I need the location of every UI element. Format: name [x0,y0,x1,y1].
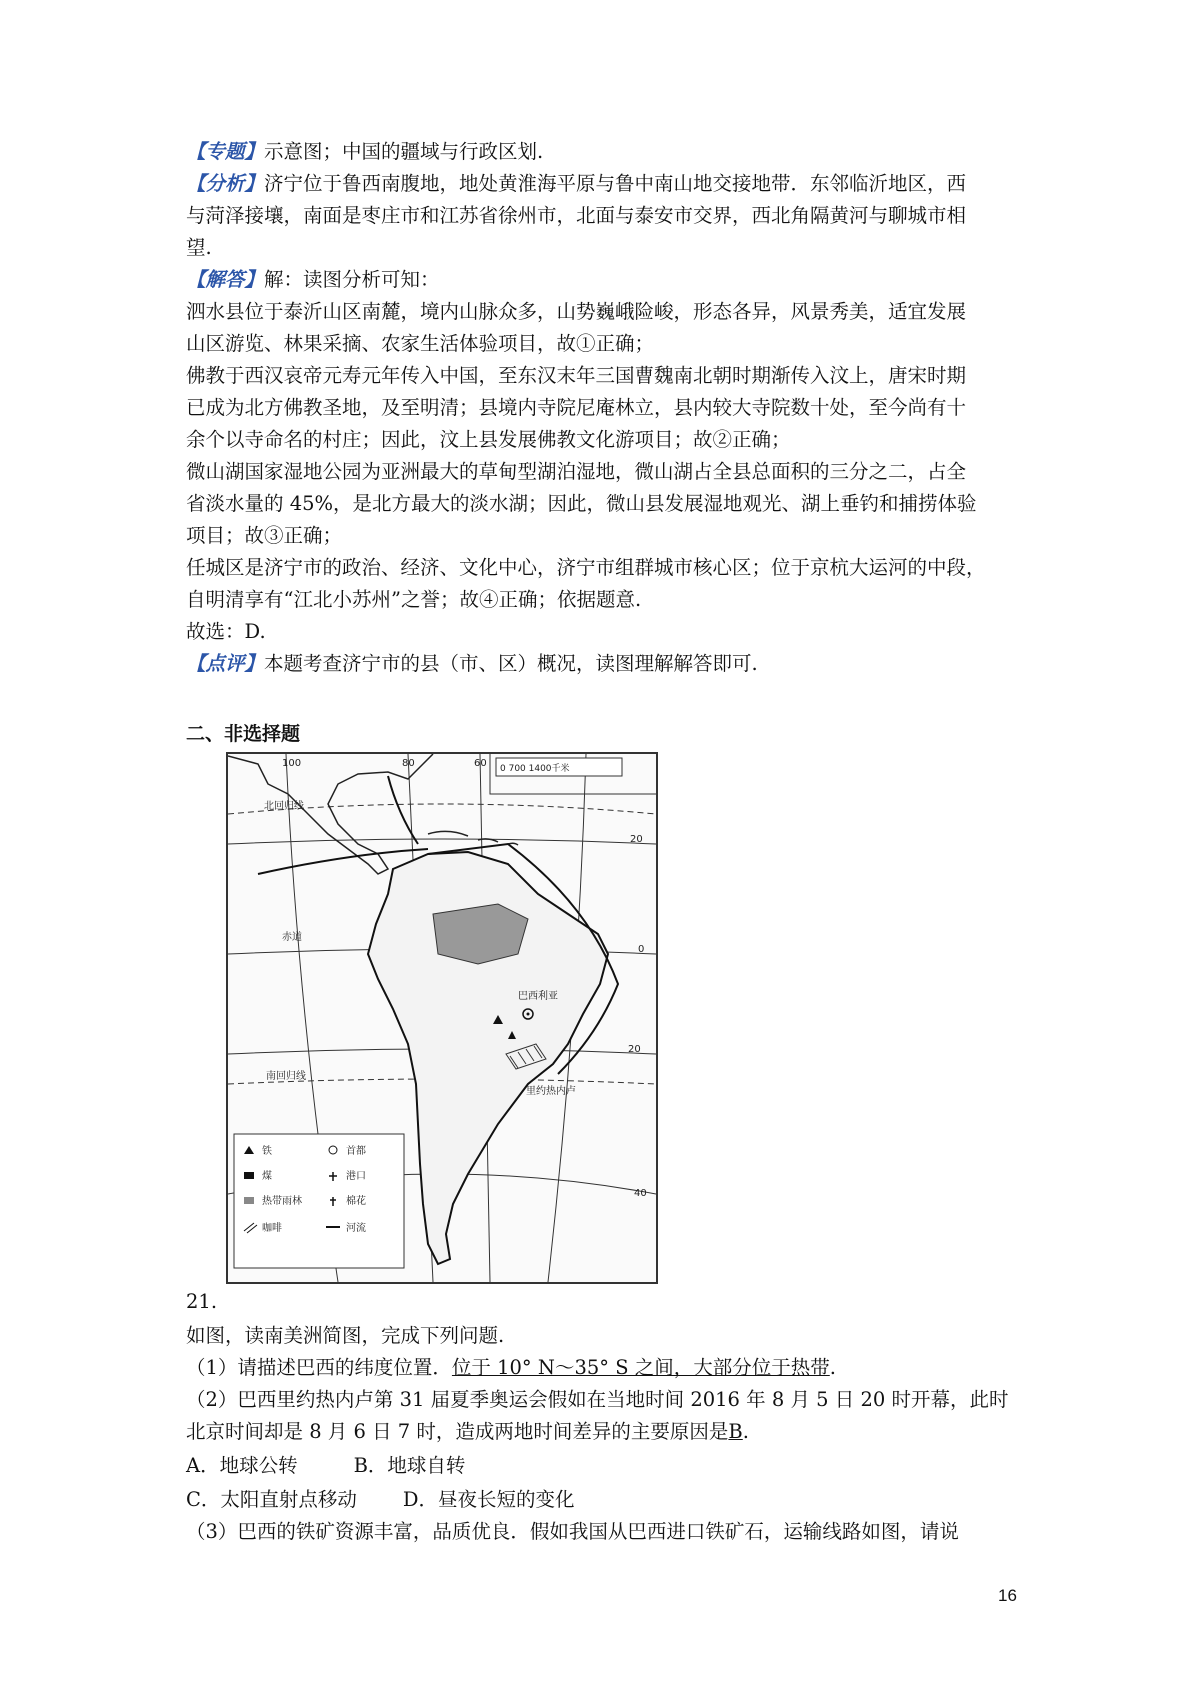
question-1-prompt: （1）请描述巴西的纬度位置． [186,1356,452,1379]
lat-0-label: 0 [638,944,645,955]
legend-iron: 铁 [262,1146,272,1157]
solution-line-3: 山区游览、林果采摘、农家生活体验项目，故①正确； [186,332,655,355]
option-d: D．昼夜长短的变化 [402,1488,575,1511]
capital-dot [527,1013,530,1016]
solution-line-10: 任城区是济宁市的政治、经济、文化中心，济宁市组群城市核心区；位于京杭大运河的中段， [186,556,986,579]
solution-line-7: 微山湖国家湿地公园为亚洲最大的草甸型湖泊湿地，微山湖占全县总面积的三分之二，占全 [186,460,967,483]
tropic-cancer-label: 北回归线 [264,801,304,812]
question-2-end: . [742,1420,749,1443]
rio-label: 里约热内卢 [526,1086,576,1097]
question-3: （3）巴西的铁矿资源丰富，品质优良．假如我国从巴西进口铁矿石，运输线路如图，请说 [186,1520,959,1543]
lat-20s-label: 20 [628,1044,641,1055]
legend-port: 港口 [346,1171,366,1182]
scale-label: 0 700 1400千米 [500,764,570,774]
legend-cotton: 棉花 [346,1196,366,1207]
solution-text-1: 解：读图分析可知： [264,268,440,291]
comment-tag: 【点评】 [186,652,265,675]
south-america-map [226,752,658,1284]
question-intro: 如图，读南美洲简图，完成下列问题. [186,1324,505,1347]
comment-text: 本题考查济宁市的县（市、区）概况，读图理解解答即可. [264,652,758,675]
solution-line-2: 泗水县位于泰沂山区南麓，境内山脉众多，山势巍峨险峻，形态各异，风景秀美，适宜发展 [186,300,967,323]
rainforest-area [433,904,528,964]
analysis-line-2: 与菏泽接壤，南面是枣庄市和江苏省徐州市，北面与泰安市交界，西北角隔黄河与聊城市相 [186,204,967,227]
lon-100-label: 100 [282,758,302,769]
topic-line [186,136,543,168]
legend-coal-icon [244,1172,254,1179]
analysis-line-3: 望. [186,236,212,259]
question-number: 21. [186,1290,218,1313]
legend-box [234,1134,404,1268]
question-2-answer: B [728,1420,743,1443]
legend-capital: 首都 [346,1146,366,1157]
analysis-line-1 [186,168,966,200]
solution-line-6: 余个以寺命名的村庄；因此，汶上县发展佛教文化游项目；故②正确； [186,428,791,451]
question-1-end: . [829,1356,836,1379]
solution-line-11: 自明清享有“江北小苏州”之誉；故④正确；依据题意. [186,588,642,611]
option-a: A．地球公转 [186,1454,298,1477]
legend-river: 河流 [346,1223,366,1234]
legend-rainforest-icon [244,1197,254,1204]
question-2-prompt: 北京时间却是 8 月 6 日 7 时，造成两地时间差异的主要原因是 [186,1420,729,1443]
legend-coffee: 咖啡 [262,1223,282,1234]
section-heading: 二、非选择题 [186,723,301,745]
lat-40-label: 40 [634,1188,647,1199]
lon-60-label: 60 [474,758,487,769]
solution-line-8: 省淡水量的 45%，是北方最大的淡水湖；因此，微山县发展湿地观光、湖上垂钓和捕捞体验 [186,492,977,515]
topic-tag: 【专题】 [186,140,265,163]
parallel-20n [228,839,656,844]
solution-tag: 【解答】 [186,268,265,291]
tropic-capricorn-label: 南回归线 [266,1071,306,1082]
analysis-tag: 【分析】 [186,172,265,195]
question-1-answer: 位于 10° N～35° S 之间，大部分位于热带 [451,1356,830,1379]
solution-line-1 [186,264,440,296]
map-graphic [228,754,656,1282]
lat-20n-label: 20 [630,834,643,845]
comment-line [186,648,758,680]
solution-line-5: 已成为北方佛教圣地，及至明清；县境内寺院尼庵林立，县内较大寺院数十处，至今尚有十 [186,396,967,419]
solution-line-4: 佛教于西汉哀帝元寿元年传入中国，至东汉末年三国曹魏南北朝时期渐传入汶上，唐宋时期 [186,364,967,387]
page-number: 16 [998,1586,1017,1605]
caribbean-islands [428,831,518,845]
solution-line-9: 项目；故③正确； [186,524,343,547]
option-b: B．地球自转 [353,1454,466,1477]
options-row-2 [186,1484,575,1516]
question-2-line-1: （2）巴西里约热内卢第 31 届夏季奥运会假如在当地时间 2016 年 8 月 5 日 20 时开幕，此时 [186,1388,1009,1411]
solution-line-12: 故选：D. [186,620,266,643]
option-c: C．太阳直射点移动 [186,1488,357,1511]
legend-coal: 煤 [262,1171,272,1182]
analysis-text-1: 济宁位于鲁西南腹地，地处黄淮海平原与鲁中南山地交接地带．东邻临沂地区，西 [264,172,967,195]
options-row-1 [186,1450,465,1482]
legend-rainforest: 热带雨林 [262,1196,302,1207]
question-1 [186,1352,836,1384]
lon-80-label: 80 [402,758,415,769]
question-2-line-2 [186,1416,749,1448]
equator-label: 赤道 [282,932,302,943]
brasilia-label: 巴西利亚 [518,991,558,1002]
topic-text: 示意图；中国的疆域与行政区划. [264,140,544,163]
